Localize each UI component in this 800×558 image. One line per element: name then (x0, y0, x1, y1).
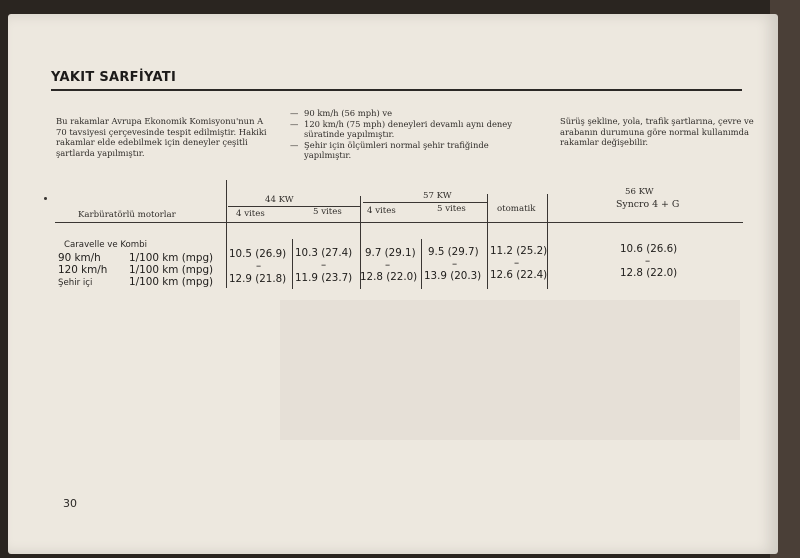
row-unit-90: 1/100 km (mpg) (129, 252, 214, 264)
condition-item: — 90 km/h (56 mph) ve (290, 108, 393, 118)
value-90-57-auto: 11.2 (25.2) (490, 245, 548, 257)
group-56kw: 56 KW (625, 187, 654, 197)
model-label: Caravelle ve Kombi (64, 240, 148, 250)
value-90-56-syncro: 10.6 (26.6) (620, 243, 678, 255)
row-label-90: 90 km/h (58, 252, 101, 264)
table-col-divider (292, 239, 293, 289)
table-col-divider (487, 194, 488, 289)
note-paragraph: Sürüş şekline, yola, trafik şartlarına, çevre ve arabanın durumuna göre normal kullanımda rakamlar değişebilir. (560, 116, 754, 148)
value-120-57-auto: – (514, 257, 520, 269)
row-unit-city: 1/100 km (mpg) (129, 276, 214, 288)
row-header-label: Karbüratörlü motorlar (78, 210, 176, 220)
condition-item: — Şehir için ölçümleri normal şehir trafiğinde yapılmıştır. (290, 139, 489, 161)
col-5vites-57: 5 vites (437, 204, 466, 214)
col-4vites-44: 4 vites (236, 209, 265, 219)
page-number: 30 (63, 497, 77, 510)
row-unit-120: 1/100 km (mpg) (129, 264, 214, 276)
value-120-44-5v: – (321, 259, 327, 271)
value-city-56-syncro: 12.8 (22.0) (620, 267, 678, 279)
value-120-44-4v: – (256, 260, 262, 272)
page-heading: YAKIT SARFİYATI (51, 70, 177, 85)
intro-paragraph: Bu rakamlar Avrupa Ekonomik Komisyonu'nun A 70 tavsiyesi çerçevesinde tespit edilmiştir. Hakiki rakamlar elde edebilmek için deneyler çeşitli şartlarda yapılmıştır. (56, 116, 267, 158)
table-header-rule (55, 222, 743, 223)
value-90-57-4v: 9.7 (29.1) (365, 247, 416, 259)
group-44kw: 44 KW (265, 195, 294, 205)
list-dash: — (290, 139, 299, 150)
value-city-44-5v: 11.9 (23.7) (295, 272, 353, 284)
value-city-57-auto: 12.6 (22.4) (490, 269, 548, 281)
col-5vites-44: 5 vites (313, 207, 342, 217)
value-city-57-4v: 12.8 (22.0) (360, 271, 418, 283)
value-120-56-syncro: – (645, 255, 651, 267)
print-speck (44, 197, 47, 200)
list-dash: — (290, 108, 299, 118)
test-conditions-list (290, 108, 516, 161)
manual-page (8, 14, 778, 554)
bleed-through-area (280, 300, 740, 440)
value-120-57-4v: – (385, 259, 391, 271)
value-city-44-4v: 12.9 (21.8) (229, 273, 287, 285)
col-4vites-57: 4 vites (367, 206, 396, 216)
value-120-57-5v: – (452, 258, 458, 270)
row-label-120: 120 km/h (58, 264, 108, 276)
value-90-57-5v: 9.5 (29.7) (428, 246, 479, 258)
col-otomatik: otomatik (497, 204, 536, 214)
value-90-44-5v: 10.3 (27.4) (295, 247, 353, 259)
list-dash: — (290, 118, 299, 129)
group-57kw: 57 KW (423, 191, 452, 201)
heading-rule (51, 89, 742, 91)
value-city-57-5v: 13.9 (20.3) (424, 270, 482, 282)
table-col-divider (226, 180, 227, 288)
row-label-city: Şehir içi (58, 278, 93, 288)
condition-item: — 120 km/h (75 mph) deneyleri devamlı aynı deney süratinde yapılmıştır. (290, 118, 512, 140)
value-90-44-4v: 10.5 (26.9) (229, 248, 287, 260)
col-syncro: Syncro 4 + G (616, 199, 680, 210)
group-57kw-rule (363, 202, 487, 203)
table-col-divider (421, 239, 422, 289)
